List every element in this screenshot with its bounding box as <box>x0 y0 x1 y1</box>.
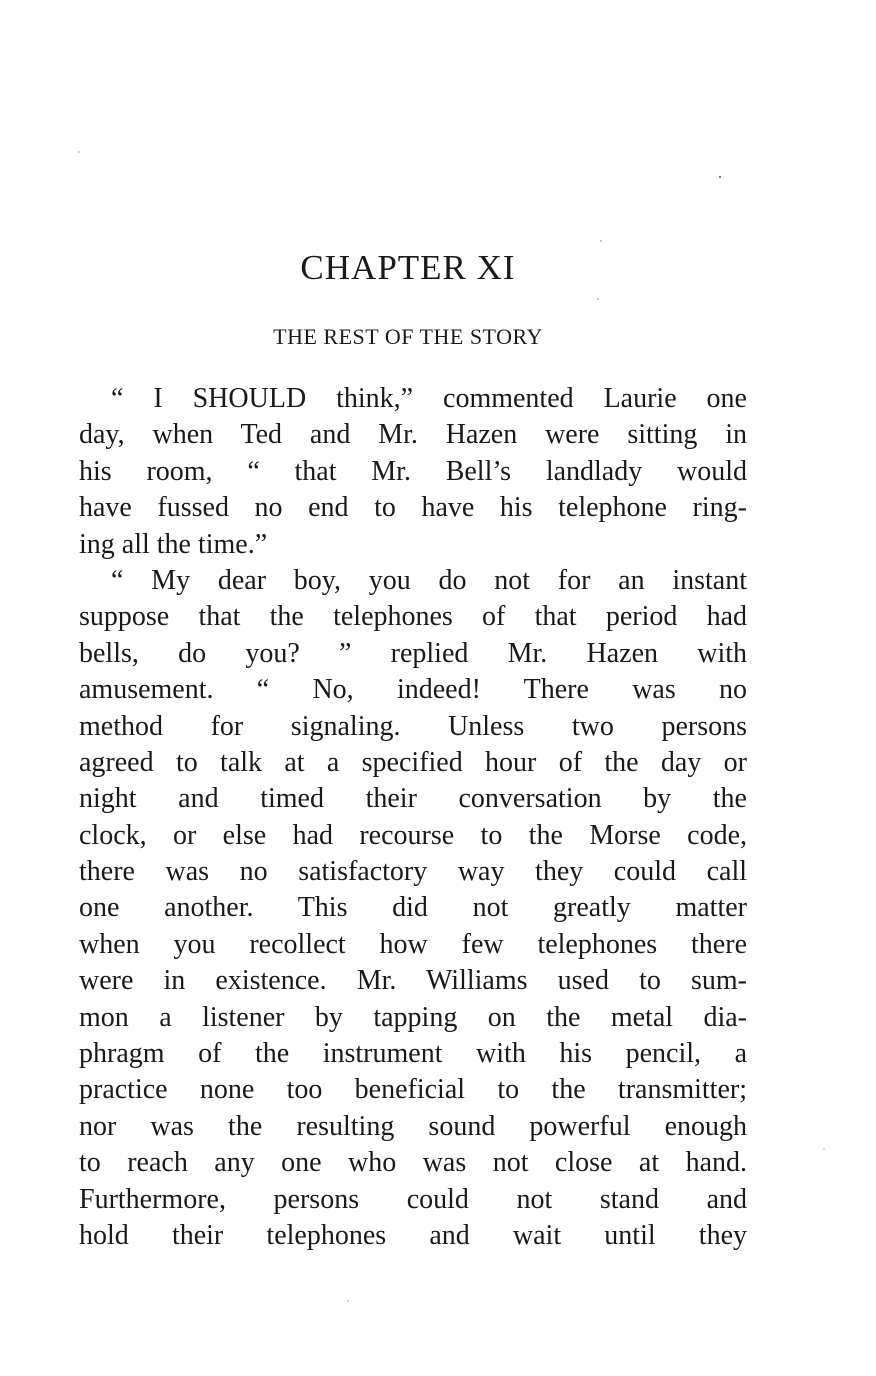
text-line: “ My dear boy, you do not for an instant <box>111 564 747 596</box>
text-line: method for signaling. Unless two persons <box>79 710 747 742</box>
text-line: ing all the time.” <box>79 528 268 560</box>
text-line: suppose that the telephones of that period had <box>79 601 747 633</box>
scan-speck <box>600 240 602 242</box>
chapter-title: CHAPTER XI <box>300 248 516 287</box>
body-text <box>79 381 747 1254</box>
text-line: hold their telephones and wait until they <box>79 1219 747 1251</box>
text-line: agreed to talk at a specified hour of the day or <box>79 746 747 778</box>
scan-speck <box>597 298 599 300</box>
text-line: night and timed their conversation by the <box>79 783 747 815</box>
chapter-subtitle: THE REST OF THE STORY <box>273 324 543 349</box>
text-line: clock, or else had recourse to the Morse code, <box>79 819 747 851</box>
scan-speck <box>719 176 721 178</box>
text-line: bells, do you? ” replied Mr. Hazen with <box>79 637 747 669</box>
text-line: practice none too beneficial to the transmitter; <box>79 1074 747 1106</box>
scan-speck <box>347 1300 349 1302</box>
text-line: his room, “ that Mr. Bell’s landlady would <box>79 455 747 487</box>
text-line: nor was the resulting sound powerful enough <box>79 1110 747 1142</box>
text-line: have fussed no end to have his telephone ring- <box>79 492 747 524</box>
text-line: phragm of the instrument with his pencil, a <box>79 1038 747 1070</box>
text-line: were in existence. Mr. Williams used to sum- <box>79 965 747 997</box>
text-line: “ I SHOULD think,” commented Laurie one <box>111 383 747 414</box>
scan-speck <box>78 151 80 153</box>
text-line: amusement. “ No, indeed! There was no <box>79 674 747 706</box>
text-line: to reach any one who was not close at hand. <box>79 1147 747 1179</box>
text-line: there was no satisfactory way they could call <box>79 856 747 888</box>
text-line: when you recollect how few telephones there <box>79 928 747 960</box>
text-line: day, when Ted and Mr. Hazen were sitting in <box>79 419 747 451</box>
text-line: one another. This did not greatly matter <box>79 892 747 924</box>
text-line: mon a listener by tapping on the metal dia- <box>79 1001 747 1033</box>
scan-speck <box>823 1148 825 1150</box>
text-line: Furthermore, persons could not stand and <box>79 1183 747 1215</box>
